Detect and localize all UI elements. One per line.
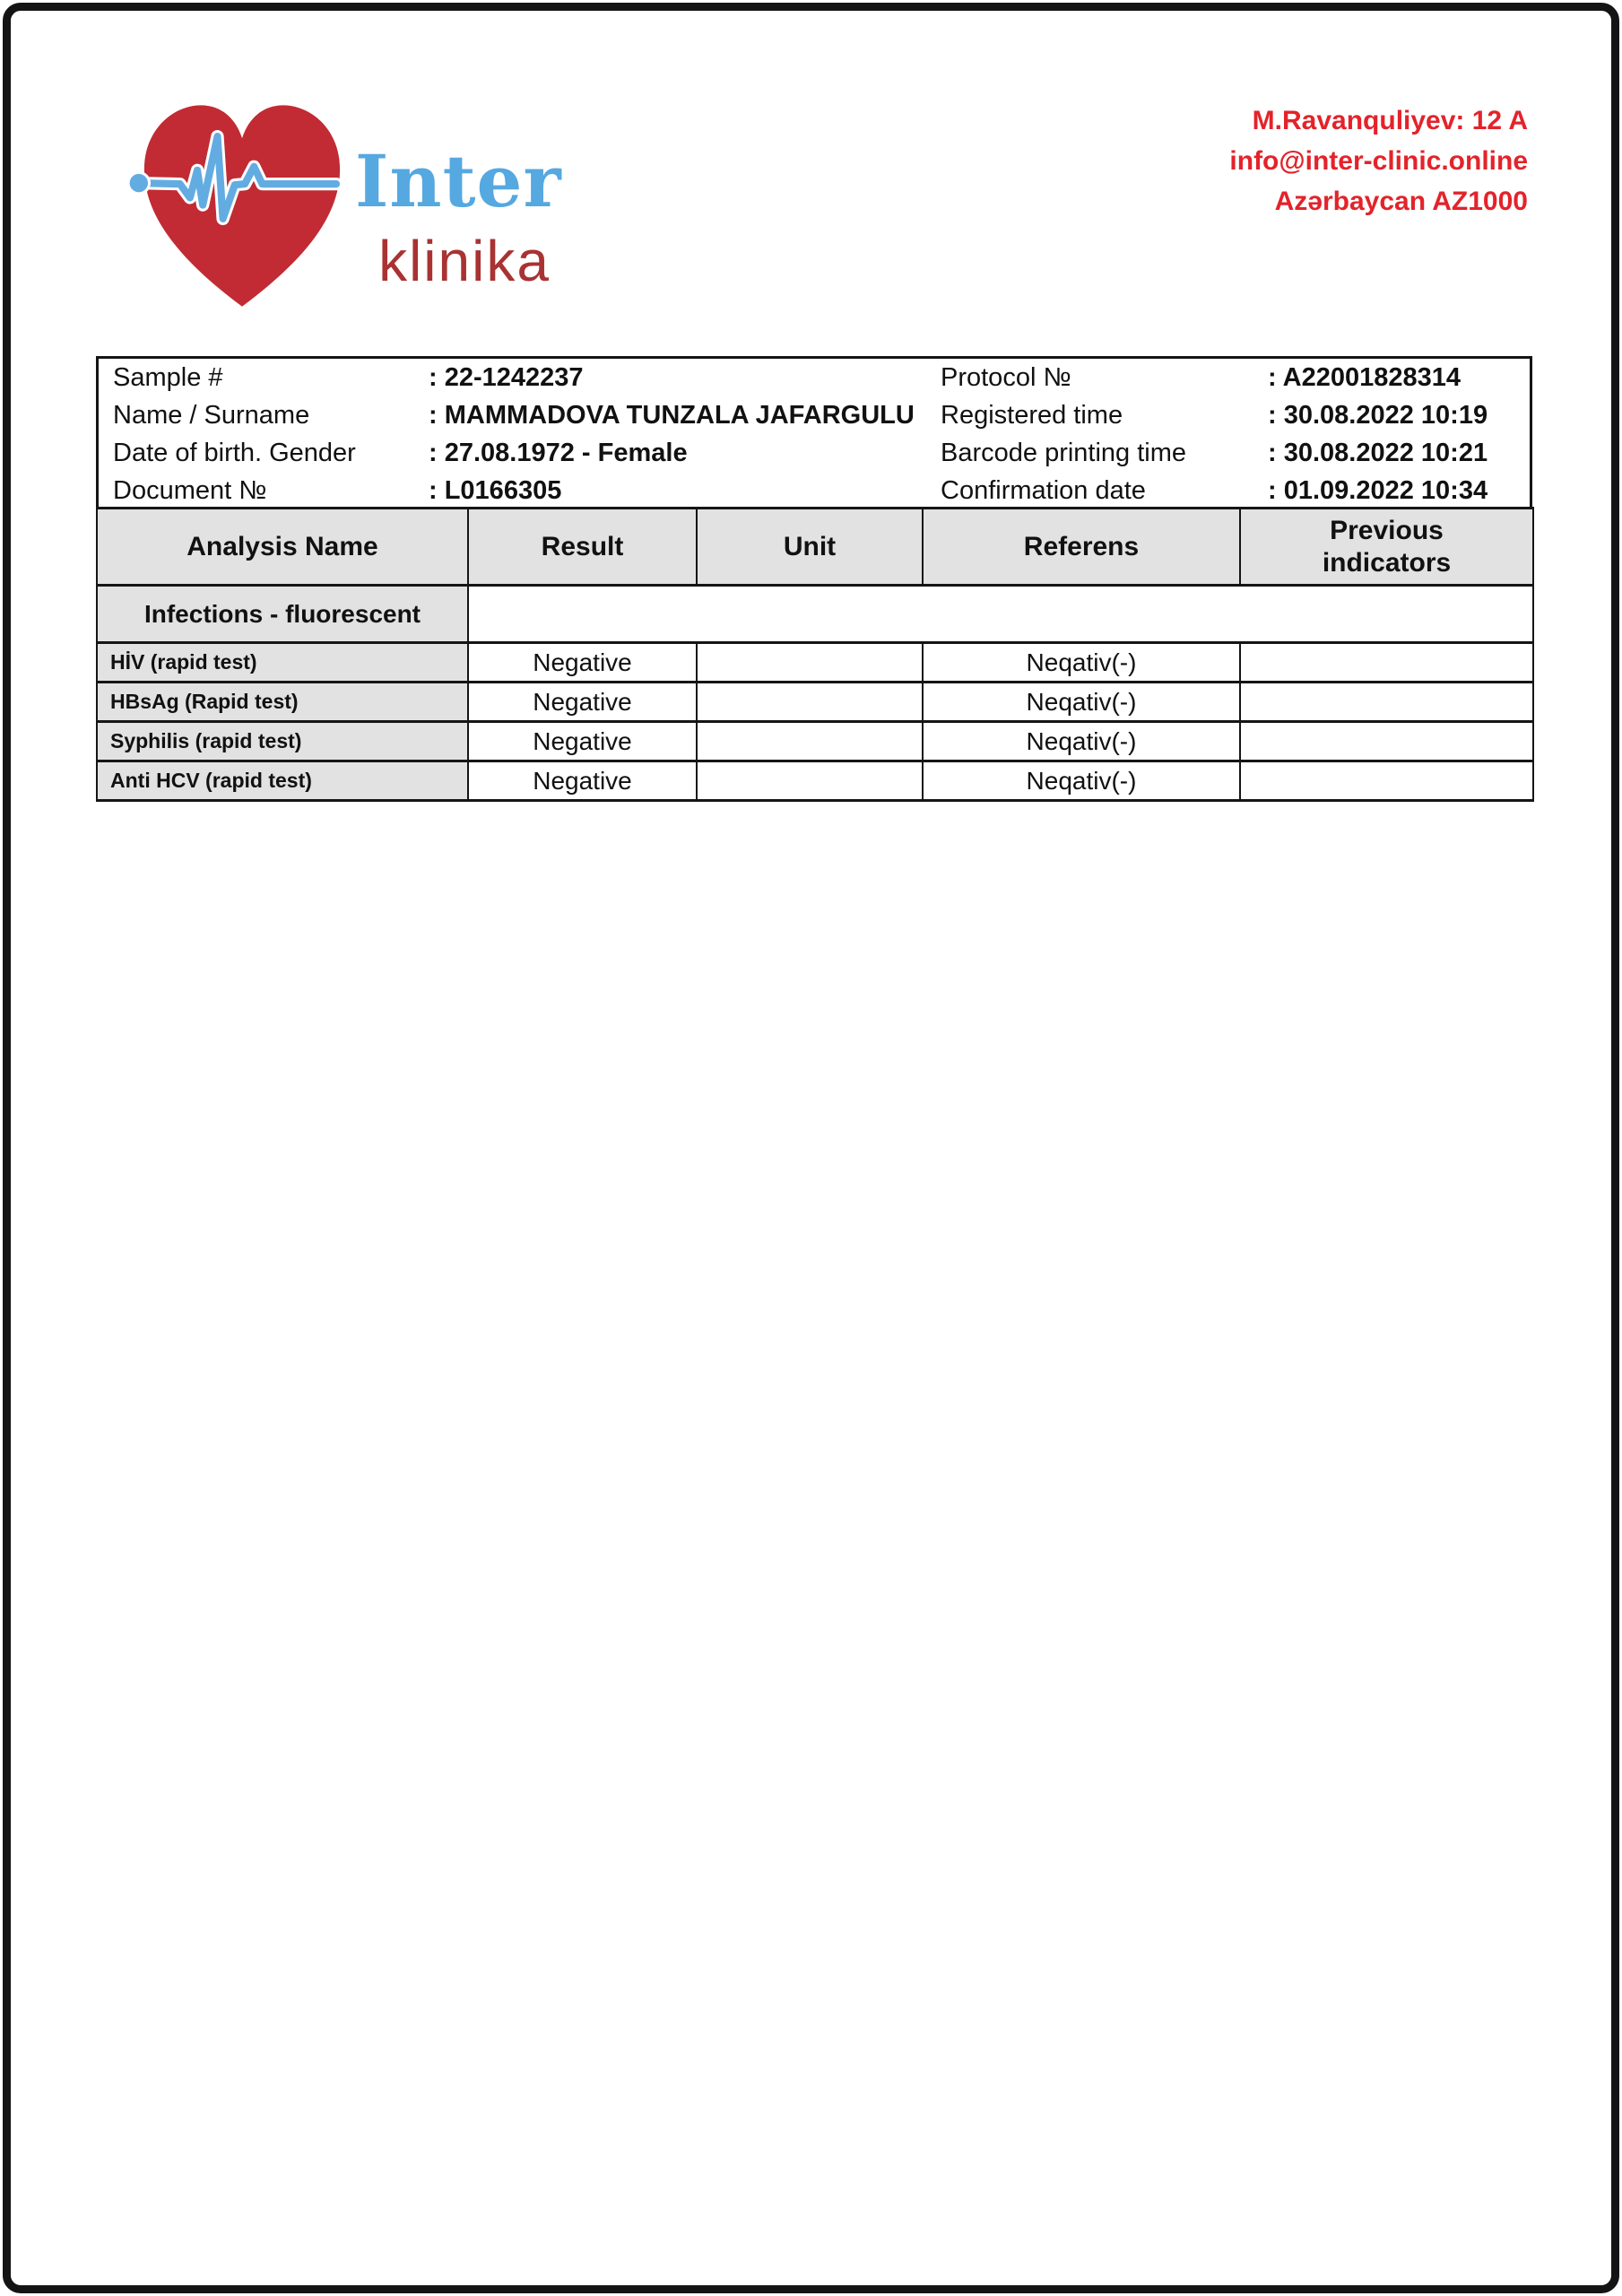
section-row-spacer bbox=[468, 586, 1533, 643]
column-header-previous-indicators: Previous indicators bbox=[1240, 509, 1533, 586]
info-label: Confirmation date bbox=[941, 476, 1146, 505]
referens-cell: Neqativ(-) bbox=[923, 722, 1240, 761]
referens-cell: Neqativ(-) bbox=[923, 761, 1240, 801]
referens-cell: Neqativ(-) bbox=[923, 683, 1240, 722]
analysis-name-cell: Syphilis (rapid test) bbox=[97, 722, 468, 761]
info-value: : 22-1242237 bbox=[429, 363, 584, 392]
info-label: Date of birth. Gender bbox=[113, 439, 356, 467]
analysis-name-cell: HİV (rapid test) bbox=[97, 643, 468, 683]
page-border-frame bbox=[3, 3, 1619, 2293]
previous-cell bbox=[1240, 761, 1533, 801]
unit-cell bbox=[697, 722, 923, 761]
clinic-contact-line: M.Ravanquliyev: 12 A bbox=[1252, 106, 1528, 135]
referens-cell: Neqativ(-) bbox=[923, 643, 1240, 683]
column-header-result: Result bbox=[468, 509, 697, 586]
info-value: : L0166305 bbox=[429, 476, 562, 505]
info-label: Name / Surname bbox=[113, 401, 310, 430]
info-value: : 01.09.2022 10:34 bbox=[1268, 476, 1488, 505]
section-title: Infections - fluorescent bbox=[97, 586, 468, 643]
clinic-contact-line: Azərbaycan AZ1000 bbox=[1274, 187, 1528, 216]
patient-info-box bbox=[96, 356, 1532, 507]
unit-cell bbox=[697, 643, 923, 683]
info-label: Barcode printing time bbox=[941, 439, 1187, 467]
unit-cell bbox=[697, 761, 923, 801]
info-value: : A22001828314 bbox=[1268, 363, 1461, 392]
result-cell: Negative bbox=[468, 683, 697, 722]
results-header-row bbox=[97, 509, 1533, 586]
brand-name-bottom: klinika bbox=[378, 229, 551, 293]
heart-ekg-icon bbox=[126, 85, 359, 318]
column-header-unit: Unit bbox=[697, 509, 923, 586]
info-value: : 30.08.2022 10:19 bbox=[1268, 401, 1488, 430]
info-value: : 27.08.1972 - Female bbox=[429, 439, 688, 467]
info-value: : 30.08.2022 10:21 bbox=[1268, 439, 1488, 467]
info-label: Sample # bbox=[113, 363, 223, 392]
info-label: Registered time bbox=[941, 401, 1123, 430]
table-row bbox=[97, 761, 1533, 801]
unit-cell bbox=[697, 683, 923, 722]
table-row bbox=[97, 643, 1533, 683]
column-header-analysis-name: Analysis Name bbox=[97, 509, 468, 586]
previous-cell bbox=[1240, 643, 1533, 683]
clinic-contact-line: info@inter-clinic.online bbox=[1229, 146, 1528, 176]
analysis-name-cell: HBsAg (Rapid test) bbox=[97, 683, 468, 722]
results-table bbox=[96, 507, 1534, 802]
info-label: Document № bbox=[113, 476, 267, 505]
brand-name-top: Inter bbox=[355, 139, 562, 223]
table-row bbox=[97, 683, 1533, 722]
info-value: : MAMMADOVA TUNZALA JAFARGULU bbox=[429, 401, 915, 430]
result-cell: Negative bbox=[468, 722, 697, 761]
result-cell: Negative bbox=[468, 643, 697, 683]
section-row bbox=[97, 586, 1533, 643]
result-cell: Negative bbox=[468, 761, 697, 801]
table-row bbox=[97, 722, 1533, 761]
column-header-referens: Referens bbox=[923, 509, 1240, 586]
clinic-logo bbox=[126, 85, 359, 318]
analysis-name-cell: Anti HCV (rapid test) bbox=[97, 761, 468, 801]
previous-cell bbox=[1240, 683, 1533, 722]
clinic-contact-block bbox=[990, 100, 1528, 222]
info-label: Protocol № bbox=[941, 363, 1071, 392]
previous-cell bbox=[1240, 722, 1533, 761]
